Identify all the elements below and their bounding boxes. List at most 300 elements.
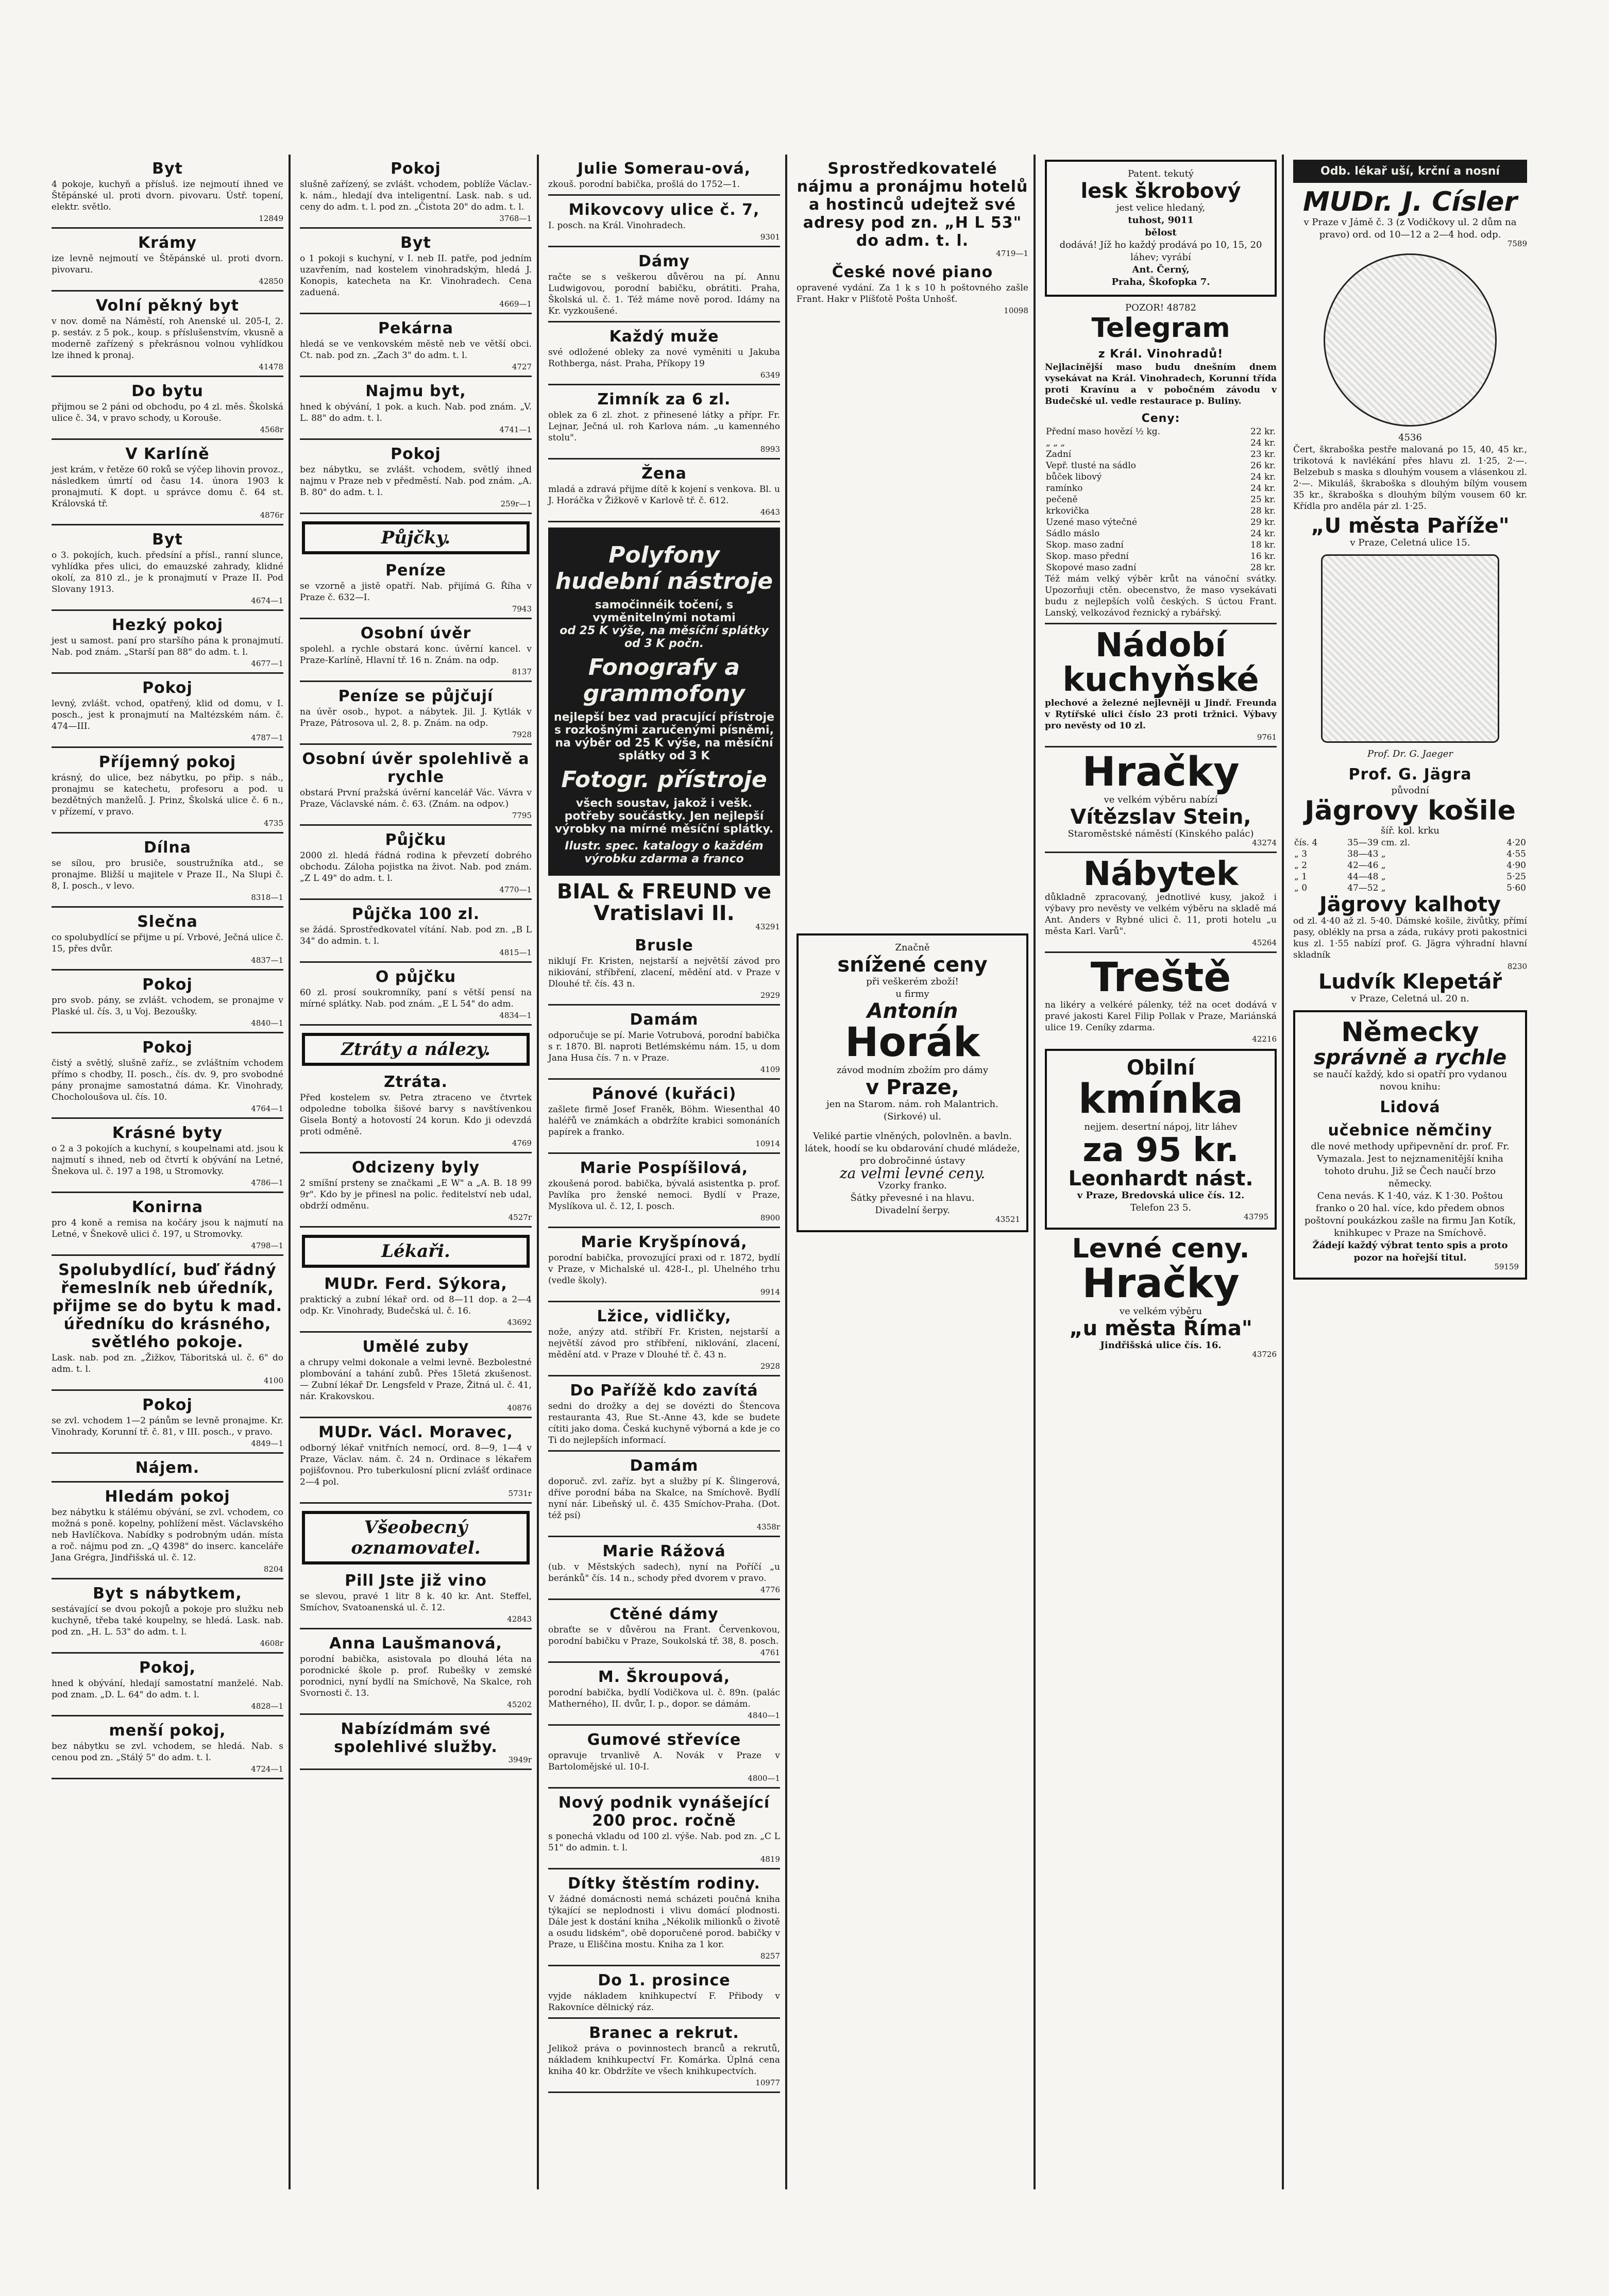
ad-heading: Pokoj, — [139, 1659, 196, 1677]
divider — [548, 1375, 780, 1376]
ad-text: Před kostelem sv. Petra ztraceno ve čtvrtek odpoledne tobolka šišové barvy s navštívenkou Gisela Bontý a hotovostí 24 korun. Kdo ji odevzdá proti odměně. — [300, 1093, 532, 1137]
price-row — [1045, 437, 1277, 449]
size-cell: 4·90 — [1506, 860, 1526, 871]
price-value: 24 kr. — [1250, 483, 1276, 494]
ad-number: 8318—1 — [251, 893, 283, 902]
ad-heading: Marie Pospíšilová, — [580, 1159, 749, 1177]
price-item: Skopové maso zadní — [1046, 562, 1137, 573]
ad-heading: Nový podnik vynášející 200 proc. ročně — [558, 1794, 770, 1830]
price-item: bůček libový — [1046, 471, 1102, 482]
ad-text: račte se s veškerou důvěrou na pí. Annu Ludwigovou, porodní babičku, obrátiti. Praha, Školská ul. č. 1. Též máme nově porod. Idámy na Kr. vyzkoušené. — [548, 272, 780, 316]
ad-number: 2928 — [760, 1362, 780, 1371]
ad-heading: Damám — [630, 1011, 699, 1029]
ad-text: sestávající se dvou pokojů a pokoje pro služku neb kuchyně, třeba také koupelny, se hledá. Lask. nab. pod zn. „H. L. 53" do adm. t. l. — [52, 1604, 283, 1637]
price-item: Sádlo máslo — [1046, 528, 1100, 539]
ad-number: 8137 — [512, 667, 532, 676]
ad-text: se zvl. vchodem 1—2 pánům se levně pronajme. Kr. Vinohrady, Korunní tř. č. 81, v III. posch., v pravo. — [52, 1416, 283, 1437]
ad-heading: Ztráta. — [383, 1073, 448, 1091]
cisler-address: v Praze v Jámě č. 3 (z Vodičkovy ul. 2 dům na pravo) ord. od 10—12 a 2—4 hod. odp. — [1303, 216, 1517, 240]
price-value: 26 kr. — [1250, 460, 1276, 471]
ad-heading: Slečna — [137, 913, 198, 931]
column-4 — [791, 155, 1036, 2189]
divider — [548, 1661, 780, 1663]
ad-text: I. posch. na Král. Vinohradech. — [548, 220, 686, 231]
ad-number: 4837—1 — [251, 956, 283, 965]
ad-heading: Byt — [152, 160, 183, 178]
price-row — [1045, 505, 1277, 517]
divider — [52, 1192, 283, 1193]
divider — [548, 1598, 780, 1600]
size-cell: 5·60 — [1506, 883, 1526, 894]
divider — [52, 672, 283, 674]
horak-offer: Veliké partie vlněných, polovlněn. a bavln. látek, hoodí se ku obdarování chudé mládeže, pro dobročinné ústavy — [805, 1130, 1020, 1166]
kminka-title2: kmínka — [1078, 1076, 1243, 1123]
german-book-title: učebnice němčiny — [1328, 1121, 1493, 1140]
ad-heading: Najmu byt, — [365, 382, 466, 400]
starch-line: dodává! Jíž ho každý prodává po 10, 15, 20 láhev; vyrábí — [1059, 240, 1262, 263]
divider — [300, 743, 532, 745]
divider — [52, 524, 283, 525]
bial-freund-firm: BIAL & FREUND ve Vratislavi II. — [556, 880, 772, 925]
size-cell: „ 0 — [1294, 883, 1308, 894]
price-row — [1045, 494, 1277, 505]
ad-text: pro svob. pány, se zvlášt. vchodem, se pronajme v Plaské ul. čís. 3, u Voj. Bezoušky. — [52, 995, 283, 1017]
divider — [548, 321, 780, 322]
ad-number: 4536 — [1398, 432, 1422, 443]
ad-text: v nov. domě na Náměstí, roh Anenské ul. 205-I, 2. p. sestáv. z 5 pok., koup. s příslušenstvím, vkusně a moderně zařízený s překrásnou volnou vyhlídkou lze ihned k pronaj. — [52, 316, 283, 361]
size-cell: 44—48 „ — [1347, 872, 1386, 882]
ad-heading: Anna Laušmanová, — [329, 1635, 502, 1653]
pariz-firm: „U města Paříže" — [1311, 514, 1510, 538]
divider — [548, 1078, 780, 1080]
ad-number: 4815—1 — [499, 948, 532, 957]
telegram-title: Telegram — [1091, 313, 1230, 344]
portrait-illustration — [1321, 554, 1499, 743]
horak-line: Šátky převesné i na hlavu. — [850, 1192, 975, 1203]
price-row — [1045, 449, 1277, 460]
ad-text: se sílou, pro brusiče, soustružníka atd., se pronajme. Bližší u majitele v Praze II., Na Slupi č. 8, I. posch., v levo. — [52, 858, 283, 891]
price-row — [1045, 483, 1277, 494]
starch-line: jest velice hledaný, — [1116, 202, 1206, 213]
divider — [52, 1715, 283, 1716]
divider — [52, 1452, 283, 1454]
cisler-line: Odb. lékař uší, krční a nosní — [1320, 165, 1500, 178]
ad-heading: Krásné byty — [112, 1124, 223, 1142]
ad-number: 41478 — [259, 362, 283, 371]
hracky-line: Staroměstské náměstí (Kinského palác) — [1068, 828, 1254, 839]
divider — [300, 618, 532, 619]
size-cell: čís. 4 — [1294, 838, 1318, 848]
german-line: dle nové methody upřipevnění dr. prof. Fr. Vymazala. Jest to nejznamenitější kniha tohoto druhu. Již se Čech naučí brzo německy. — [1311, 1141, 1510, 1189]
ad-heading: Peníze se půjčují — [338, 687, 494, 705]
kleptar-address: v Praze, Celetná ul. 20 n. — [1351, 993, 1469, 1005]
price-item: Přední maso hovězí ½ kg. — [1046, 426, 1161, 437]
horak-ad — [797, 933, 1028, 1232]
jager-line: šíř. kol. krku — [1380, 825, 1440, 837]
price-row — [1045, 528, 1277, 539]
kminka-title: Obilní — [1126, 1056, 1195, 1080]
ad-text: hned k obývání, 1 pok. a kuch. Nab. pod znám. „V. L. 88" do adm. t. l. — [300, 402, 532, 423]
ad-number: 4643 — [760, 507, 780, 517]
divider — [300, 1768, 532, 1770]
german-sub: správně a rychle — [1313, 1045, 1507, 1069]
ad-number: 7928 — [512, 730, 532, 739]
masks-text: Čert, škraboška pestře malovaná po 15, 40, 45 kr., trikotová k navlékání přes hlavu zl. 1·25, 2·—. Belzebub s maska s dlouhým vousem a vlásenkou zl. 2·—. Mikuláš, škraboška s dlouhým bílým vousem 35 kr., škraboška s dlouhým bílým vousem 60 kr. Křídla pro anděla pár zl. 1·25. — [1293, 444, 1527, 512]
ad-heading: Umělé zuby — [362, 1338, 469, 1356]
ad-heading: Lžice, vidličky, — [597, 1307, 732, 1325]
ad-heading: Osobní úvěr — [360, 624, 471, 642]
size-cell: 42—46 „ — [1347, 860, 1386, 871]
treste-title: Treště — [1090, 955, 1231, 1001]
ad-number: 42216 — [1252, 1034, 1277, 1044]
ad-text: porodní babička, asistovala po dlouhá léta na porodnické škole p. prof. Rubešky v zemské porodnici, nyní bydlí na Smíchově, Na Skalce, roh Svornosti č. 13. — [300, 1654, 532, 1698]
divider — [300, 1152, 532, 1153]
size-row — [1293, 860, 1527, 871]
hracky-firm: „u města Říma" — [1069, 1316, 1252, 1340]
ad-number: 45264 — [1252, 938, 1277, 948]
ad-heading: Hezký pokoj — [112, 616, 223, 634]
ad-number: 6349 — [760, 370, 780, 380]
price-item: Skop. maso přední — [1046, 551, 1129, 562]
ad-text: obstará První pražská úvěrní kancelář Vác. Vávra v Praze, Václavské nám. č. 63. (Znám. na odpov.) — [300, 788, 532, 809]
ad-number: 4786—1 — [251, 1178, 283, 1187]
ad-text: své odložené obleky za nové vyměniti u Jakuba Rothberga, nást. Praha, Příkopy 19 — [548, 347, 780, 369]
divider — [548, 1787, 780, 1789]
ad-heading: MUDr. Václ. Moravec, — [318, 1423, 513, 1441]
ad-heading: Peníze — [385, 562, 446, 580]
ad-number: 4819 — [760, 1855, 780, 1864]
ad-text: 60 zl. prosí soukromníky, paní s větší pensí na mírné splátky. Nab. pod znám. „E L 54" do adm. — [300, 988, 532, 1009]
price-value: 28 kr. — [1250, 505, 1276, 516]
ad-number: 7589 — [1507, 239, 1527, 248]
ad-text: 2000 zl. hledá řádná rodina k převzetí dobrého obchodu. Záloha pojistka na život. Nab. pod znám. „Z L 49" do adm. t. l. — [300, 851, 532, 883]
cisler-name: MUDr. J. Císler — [1302, 186, 1518, 217]
hracky-title: Hračky — [1082, 749, 1240, 795]
ad-heading: Pekárna — [378, 319, 453, 337]
size-row — [1293, 882, 1527, 894]
ad-heading: Hledám pokoj — [105, 1488, 230, 1506]
divider — [52, 1117, 283, 1119]
ad-text: na úvěr osob., hypot. a nábytek. Jil. J. Kytlák v Praze, Pátrosova ul. 2, 8. p. Znám. na odp. — [300, 707, 532, 728]
cisler-ad — [1293, 160, 1527, 183]
music-price: od 25 K výše, na měsíční splátky od 3 K počn. — [560, 624, 769, 650]
divider — [52, 1254, 283, 1256]
size-cell: 5·25 — [1506, 872, 1526, 882]
ad-heading: menší pokoj, — [109, 1722, 226, 1740]
hracky-firm: Vítězslav Stein, — [1070, 805, 1251, 829]
divider — [300, 313, 532, 314]
horak-city: v Praze, — [866, 1075, 959, 1099]
kleptar-firm: Ludvík Klepetář — [1318, 970, 1502, 994]
ad-number: 4834—1 — [499, 1011, 532, 1020]
nadobi-text: plechové a železné nejlevněji u Jindř. Freunda v Rytířské ulici číslo 23 proti tržnici. Výbavy pro nevěsty od 10 zl. — [1045, 698, 1277, 731]
divider — [548, 1227, 780, 1228]
divider — [52, 1032, 283, 1033]
ad-number: 10098 — [1004, 306, 1028, 315]
size-cell: 35—39 cm. zl. — [1347, 838, 1411, 848]
divider — [548, 194, 780, 196]
price-value: 25 kr. — [1250, 494, 1276, 505]
price-item: „ „ „ — [1046, 437, 1065, 448]
starch-line: bělost — [1145, 227, 1177, 238]
ad-number: 4527r — [508, 1213, 532, 1222]
ad-heading: Byt — [400, 234, 431, 252]
price-value: 18 kr. — [1250, 539, 1276, 550]
ad-heading: Mikovcovy ulice č. 7, — [568, 201, 760, 219]
photo-title: Fotogr. přístroje — [561, 767, 767, 793]
ad-text: mladá a zdravá přijme dítě k kojení s venkova. Bl. u J. Horáčka v Žižkově v Karlově tř. č. 612. — [548, 484, 780, 506]
starch-line: tuhost, 9011 — [1128, 215, 1194, 226]
ad-text: s ponechá vkladu od 100 zl. výše. Nab. pod zn. „C L 51" do admin. t. l. — [548, 1831, 780, 1853]
horak-line: Značně — [895, 942, 930, 953]
divider — [52, 746, 283, 748]
ad-number: 43291 — [755, 922, 780, 931]
ad-number: 8204 — [263, 1564, 283, 1574]
ad-heading: Zimník za 6 zl. — [597, 390, 731, 409]
ad-heading: Žena — [641, 465, 687, 483]
divider — [548, 1152, 780, 1154]
size-cell: 4·55 — [1506, 849, 1526, 860]
divider — [52, 1481, 283, 1483]
ad-text: přijmou se 2 páni od obchodu, po 4 zl. měs. Školská ulice č. 34, v pravo schody, u Korouše. — [52, 402, 283, 423]
jager-trousers: Jägrovy kalhoty — [1319, 893, 1501, 917]
ad-heading: Brusle — [635, 937, 693, 955]
divider — [548, 246, 780, 247]
ad-number: 4727 — [512, 362, 532, 371]
horak-firstname: Antonín — [867, 999, 958, 1023]
divider — [300, 513, 532, 514]
divider — [548, 2091, 780, 2093]
ad-heading: Pokoj — [142, 679, 193, 697]
levne-ceny: Levné ceny. — [1072, 1233, 1250, 1265]
ad-text: bez nábytku, se zvlášt. vchodem, světlý ihned najmu v Praze neb v předměstí. Nab. pod znám. „A. B. 80" do adm. t. l. — [300, 465, 532, 498]
ad-heading: Pokoj — [391, 160, 441, 178]
section-box — [302, 1511, 530, 1564]
german-book: Lidová — [1380, 1098, 1441, 1116]
catalog-note: Ilustr. spec. katalogy o každém výrobku zdarma a franco — [565, 840, 764, 865]
ad-heading: MUDr. Ferd. Sýkora, — [324, 1275, 507, 1293]
ad-number: 4100 — [263, 1376, 283, 1385]
ad-heading: Odcizeny byly — [351, 1159, 480, 1177]
price-value: 24 kr. — [1250, 437, 1276, 448]
piano-heading: České nové piano — [832, 263, 993, 281]
ad-number: 9761 — [1257, 732, 1277, 742]
ad-text: zkoušená porod. babička, bývalá asistentka p. prof. Pavlíka pro ženské nemoci. Bydlí v Praze, Myslíkova ul. č. 12, I. posch. — [548, 1179, 780, 1212]
starch-line: Praha, Škofopka 7. — [1111, 277, 1210, 287]
horak-line: při veškerém zboží! — [866, 976, 959, 987]
prices-heading: Ceny: — [1141, 412, 1180, 425]
column-1 — [46, 155, 291, 2189]
ad-text: o 3. pokojích, kuch. předsíní a přísl., ranní slunce, vyhlídka přes ulici, do emauzské zahrady, klidné okolí, za 810 zl., je k pronajmutí v Praze II. Pod Slovany 1913. — [52, 550, 283, 594]
divider — [548, 2017, 780, 2019]
divider — [548, 1724, 780, 1726]
music-title: Polyfony hudební nástroje — [555, 542, 773, 594]
ad-heading: Dílna — [143, 839, 192, 857]
divider — [300, 1226, 532, 1228]
divider — [52, 1778, 283, 1779]
divider — [548, 1868, 780, 1869]
ad-number: 4358r — [756, 1522, 780, 1532]
horak-line: Divadelní šerpy. — [875, 1204, 950, 1216]
ad-text: oblek za 6 zl. zhot. z přinesené látky a přípr. Fr. Lejnar, Ječná ul. roh Karlova nám. „u kamenného stolu". — [548, 410, 780, 443]
price-table — [1045, 426, 1277, 573]
jager-line: původní — [1391, 785, 1429, 796]
ad-number: 42843 — [507, 1614, 532, 1624]
section-box — [302, 1235, 530, 1268]
ad-text: hned k obývání, hledají samostatní manželé. Nab. pod znam. „D. L. 64" do adm. t. l. — [52, 1678, 283, 1700]
starch-line: Patent. tekutý — [1128, 168, 1194, 179]
telegram-footer: Též mám velký výběr krůt na vánoční svátky. Upozorňuji ctěn. obecenstvo, že maso vysekávati budu z nejlepších volů českých. S úctou Frant. Lanský, velkozávod řeznický a rybářský. — [1045, 573, 1277, 618]
ad-number: 4798—1 — [251, 1241, 283, 1250]
divider — [52, 438, 283, 440]
size-cell: 47—52 „ — [1347, 883, 1386, 894]
ad-number: 43274 — [1252, 838, 1277, 847]
price-value: 24 kr. — [1250, 471, 1276, 482]
treste-text: na likéry a velkéré pálenky, též na ocet dodává v pravé jakosti Karel Filip Pollak v Praze, Mariánská ulice 19. Ceníky zdarma. — [1045, 999, 1277, 1033]
ad-number: 12849 — [259, 214, 283, 223]
ad-number: 45202 — [507, 1700, 532, 1709]
ad-text: hledá se ve venkovském městě neb ve větší obci. Ct. nab. pod zn. „Zach 3" do adm. t. l. — [300, 339, 532, 361]
ad-heading: Ctěné dámy — [609, 1605, 719, 1623]
size-row — [1293, 848, 1527, 860]
german-book-ad — [1293, 1010, 1527, 1280]
ad-heading: V Karlíně — [125, 445, 210, 463]
ad-number: 259r—1 — [500, 499, 532, 508]
hracky-line: ve velkém výběru nabízí — [1104, 794, 1218, 805]
divider — [300, 227, 532, 229]
price-value: 16 kr. — [1250, 551, 1276, 562]
ad-number: 10914 — [755, 1139, 780, 1148]
divider — [300, 1331, 532, 1333]
divider — [52, 1652, 283, 1654]
size-cell: „ 1 — [1294, 872, 1308, 882]
horak-name: Horák — [845, 1019, 980, 1066]
kminka-firm: Leonhardt nást. — [1068, 1167, 1254, 1191]
divider — [548, 1450, 780, 1452]
size-cell: 4·20 — [1506, 838, 1526, 848]
kminka-line: nejjem. desertní nápoj, litr láhev — [1084, 1121, 1238, 1132]
divider — [548, 1301, 780, 1302]
ad-heading: Marie Kryšpínová, — [581, 1233, 748, 1251]
divider — [548, 1965, 780, 1966]
ad-text: odborný lékař vnitřních nemocí, ord. 8—9, 1—4 v Praze, Václav. nám. č. 24 n. Ordinace s lékařem pojišťovnou. Pro tuberkulosní plicní zvlášť ordinace 2—4 pol. — [300, 1443, 532, 1487]
ad-text: slušně zařízený, se zvlášt. vchodem, poblíže Václav.-k. nám., hledají dva inteligentní. Lask. nab. s ud. ceny do adm. t. l. pod zn. „Čistota 20" do adm. t. l. — [300, 179, 532, 212]
ad-heading: Byt s nábytkem, — [93, 1585, 242, 1603]
price-row — [1045, 426, 1277, 437]
ad-number: 4776 — [760, 1585, 780, 1594]
ad-heading: Krámy — [138, 234, 197, 252]
jager-size-table — [1293, 837, 1527, 894]
ad-text: obraťte se v důvěrou na Frant. Červenkovou, porodní babičku v Praze, Soukolská tř. 38, 8. posch. — [548, 1625, 780, 1646]
brokers-heading: Sprostředkovatelé nájmu a pronájmu hotelů a hostinců udejtež své adresy pod zn. „H L 53" do adm. t. l. — [797, 160, 1028, 250]
ad-text: porodní babička, provozující praxi od r. 1872, bydlí v Praze, v Michalské ul. 428-I., pl. Uhelného trhu (vedle školy). — [548, 1253, 780, 1286]
horak-address: jen na Starom. nám. roh Malantrich. (Sirkové) ul. — [826, 1098, 998, 1122]
ad-text: krásný, do ulice, bez nábytku, po přip. s náb., pronajmu se katechetu, profesoru a pod. u bezdětných manželů. J. Prinz, Školská ulice č. 6 n., v přízemí, v pravo. — [52, 773, 283, 817]
divider — [300, 1502, 532, 1504]
ad-text: sedni do drožky a dej se dovézti do Štencova restauranta 43, Rue St.-Anne 43, kde se budete cítiti jako doma. Česká kuchyně výborná a kde je co Ti do nejlepších informací. — [548, 1401, 780, 1445]
ad-text: ize levně nejmoutí ve Štěpánské ul. proti dvorn. pivovaru. — [52, 253, 283, 275]
ad-number: 4109 — [760, 1065, 780, 1074]
divider — [300, 898, 532, 900]
starch-line: Ant. Černý, — [1132, 264, 1190, 275]
ad-text: V žádné domácnosti nemá scházeti poučná kniha týkající se neplodnosti i vlivu domácí plodnosti. Dále jest k dostání kniha „Nékolik milionků o životě a osudu lidském", obě doporučené porod. babičky v Praze, u Eliščina mostu. Kniha za 1 kor. — [548, 1894, 780, 1950]
ad-heading: Každý muže — [609, 328, 719, 346]
german-line: Cena nevás. K 1·40, váz. K 1·30. Poštou franko o 20 hal. více, kdo předem obnos poštovní poukázkou zašle na firmu Jan Kotík, knihkupec v Praze na Smíchově. — [1304, 1190, 1516, 1238]
ad-heading: Do bytu — [131, 382, 204, 400]
ad-text: Jelikož práva o povinnostech branců a rekrutů, nákladem knihkupectví Fr. Komárka. Úplná cena kniha 40 kr. Obdržíte ve všech knihkupectvích. — [548, 2044, 780, 2077]
ad-number: 4849—1 — [251, 1439, 283, 1448]
ad-number: 4608r — [260, 1639, 283, 1648]
ad-heading: Spolubydlící, buď řádný řemeslník neb úředník, přijme se do bytu k mad. úředníku do krásného, světlého pokoje. — [52, 1261, 282, 1351]
ad-text: a chrupy velmi dokonale a velmi levně. Bezbolestné plombování a tahání zubů. Přes 15letá zkušenost. — Zubní lékař Dr. Lengsfeld v Praze, Žitná ul. č. 41, nár. Krakovskou. — [300, 1357, 532, 1402]
column-5 — [1040, 155, 1284, 2189]
ad-number: 42850 — [259, 277, 283, 286]
size-row — [1293, 837, 1527, 848]
ad-heading: Pokoj — [142, 1039, 193, 1057]
german-title: Německy — [1341, 1017, 1479, 1048]
starch-ad — [1045, 160, 1277, 297]
section-title: Lékaři. — [381, 1241, 450, 1262]
ad-number: 4769 — [512, 1138, 532, 1148]
price-value: 24 kr. — [1250, 528, 1276, 539]
divider — [300, 376, 532, 377]
price-row — [1045, 460, 1277, 471]
price-item: pečeně — [1046, 494, 1078, 505]
ad-text: vyjde nákladem knihkupectví F. Přibody v Rakovníce dělnický ráz. — [548, 1991, 780, 2013]
ad-text: doporuč. zvl. zaříz. byt a služby pí K. Šlingerová, dříve porodní bába na Skalce, na Smíchově. Bydlí nyní nár. Libeňský ul. č. 435 Smíchov-Praha. (Dot. též psí) — [548, 1476, 780, 1521]
ad-number: 7795 — [512, 811, 532, 820]
telegram-text: Nejlacinější maso budu dnešním dnem vysekávat na Král. Vinohradech, Korunní třída proti Kravínu a v pobočném závodu v Budečské ul. vedle restaurace p. Buliny. — [1045, 362, 1277, 406]
divider — [300, 681, 532, 682]
ad-text: pro 4 koně a remisa na kočáry jsou k najmutí na Letné, v Šnekově ulici č. 197, u Stromovky. — [52, 1218, 283, 1239]
ad-number: 3768—1 — [499, 214, 532, 223]
ad-number: 40876 — [507, 1403, 532, 1413]
divider — [548, 1536, 780, 1537]
divider — [300, 438, 532, 440]
ad-number: 4669—1 — [499, 299, 532, 309]
ad-heading: Pokoj — [391, 445, 441, 463]
price-item: Vepř. tlusté na sádlo — [1046, 460, 1136, 471]
starch-title: lesk škrobový — [1080, 179, 1241, 203]
ad-text: niklují Fr. Kristen, nejstarší a největší závod pro nikiování, stříbření, zlacení, mědění atd. v Praze v Dlouhé tř. čís. 43 n. — [548, 956, 780, 989]
ad-text: zkouš. porodní babička, prošlá do 1752—1. — [548, 179, 740, 190]
jager-title: Prof. G. Jägra — [1348, 765, 1472, 784]
pozor: POZOR! 48782 — [1125, 302, 1196, 313]
ad-heading: M. Škroupová, — [598, 1668, 731, 1686]
devil-mask-illustration — [1324, 253, 1497, 427]
ad-number: 4828—1 — [251, 1702, 283, 1711]
ad-number: 7943 — [512, 604, 532, 614]
hracky-line: Jindřišská ulice čís. 16. — [1100, 1339, 1222, 1351]
portrait-caption: Prof. Dr. G. Jaeger — [1367, 748, 1453, 759]
ad-text: levný, zvlášt. vchod, opatřený, klid od domu, v I. posch., jest k pronajmutí na Maltézském nám. č. 474—III. — [52, 699, 283, 732]
ad-number: 43692 — [507, 1318, 532, 1327]
ad-text: se žádá. Sprostředkovatel vítání. Nab. pod zn. „B L 34" do admin. t. l. — [300, 925, 532, 946]
ad-heading: Půjčka 100 zl. — [351, 905, 480, 923]
ad-heading: Pokoj — [142, 976, 193, 994]
ad-number: 43795 — [1244, 1212, 1268, 1222]
photo-sub: všech soustav, jakož i vešk. potřeby součástky. Jen nejlepší výrobky na mírné měsíční splátky. — [554, 797, 774, 836]
divider — [300, 1628, 532, 1629]
horak-line: Vzorky franko. — [878, 1180, 947, 1191]
ad-heading: Gumové střevíce — [587, 1731, 741, 1749]
ad-number: 43521 — [995, 1214, 1020, 1224]
ad-heading: Dítky štěstím rodiny. — [568, 1875, 760, 1893]
column-3 — [543, 155, 787, 2189]
ad-heading: Nájem. — [135, 1459, 200, 1477]
ad-heading: Marie Rážová — [602, 1542, 726, 1560]
ad-heading: Pánové (kuřáci) — [591, 1085, 737, 1103]
